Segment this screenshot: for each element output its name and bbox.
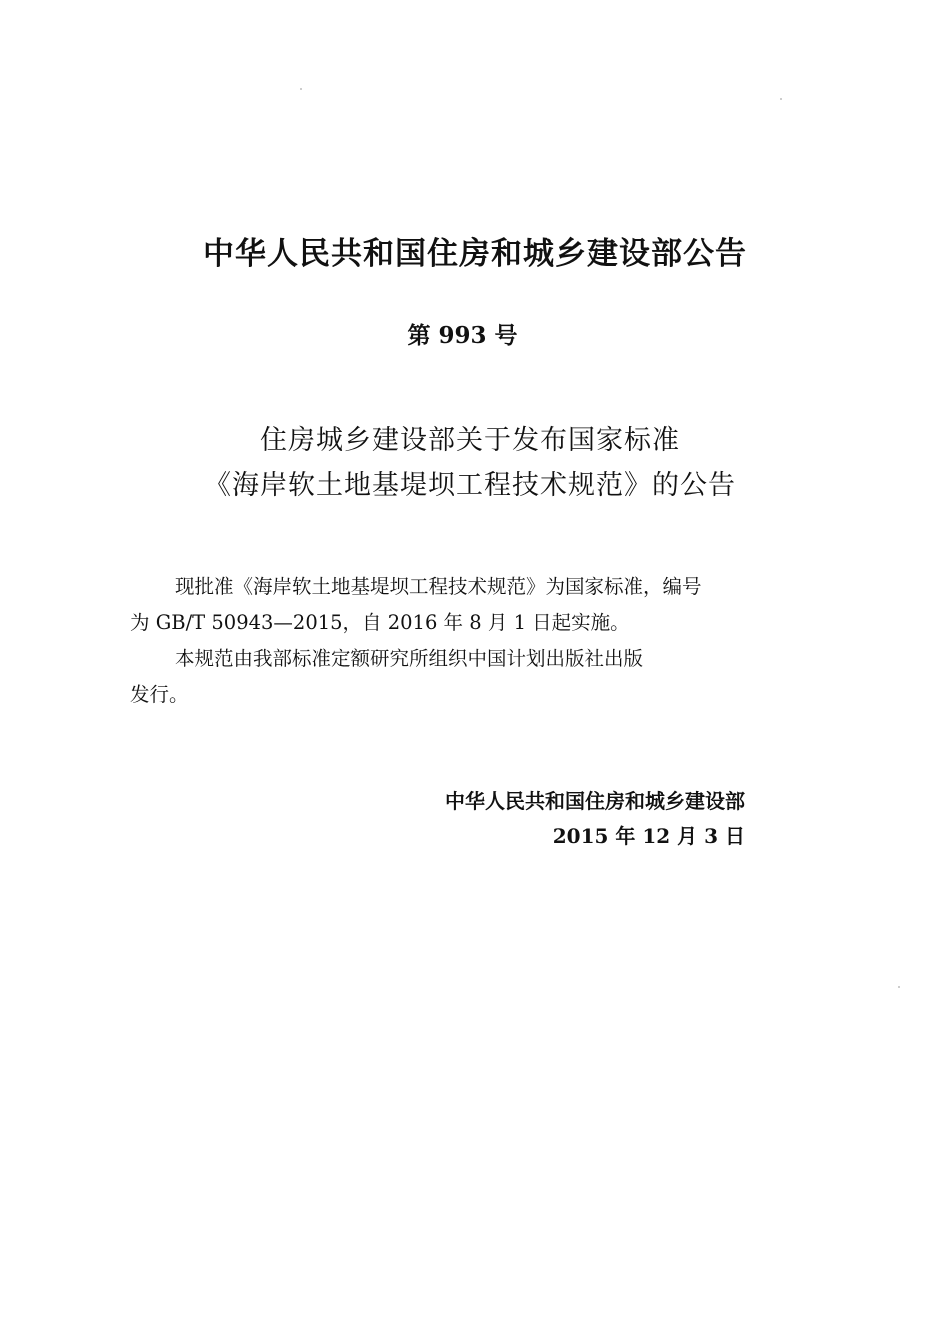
scan-speck (300, 88, 302, 90)
subtitle-line-1: 住房城乡建设部关于发布国家标准 (260, 425, 680, 456)
signature-date: 2015 年 12 月 3 日 (552, 824, 745, 848)
subtitle-line-2: 《海岸软土地基堤坝工程技术规范》的公告 (204, 470, 736, 501)
issue-number: 第 993 号 (407, 322, 518, 349)
scan-speck (780, 98, 782, 100)
body-paragraph-1-line-1: 现批准《海岸软土地基堤坝工程技术规范》为国家标准，编号 (175, 575, 702, 598)
body-paragraph-2-line-1: 本规范由我部标准定额研究所组织中国计划出版社出版 (175, 647, 644, 670)
body-paragraph-1-line-2: 为 GB/T 50943—2015，自 2016 年 8 月 1 日起实施。 (130, 611, 630, 634)
announcement-heading: 中华人民共和国住房和城乡建设部公告 (203, 236, 747, 272)
signature-issuer: 中华人民共和国住房和城乡建设部 (445, 789, 745, 813)
body-paragraph-2-line-2: 发行。 (130, 683, 189, 706)
scan-speck (898, 986, 900, 988)
